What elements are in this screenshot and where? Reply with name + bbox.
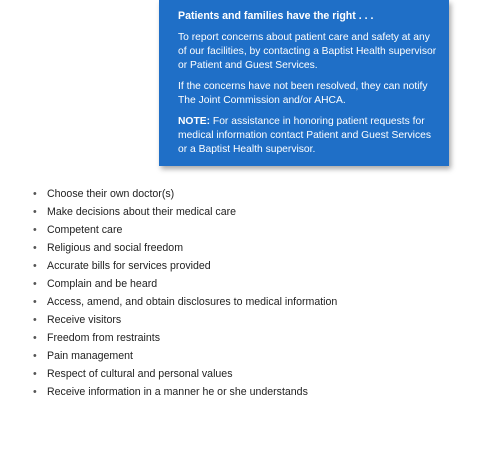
callout-heading: Patients and families have the right . . . [178, 10, 374, 22]
list-item [33, 293, 337, 311]
bullet-icon: • [33, 314, 37, 326]
list-item-text: Access, amend, and obtain disclosures to medical information [47, 296, 338, 308]
bullet-icon: • [33, 350, 37, 362]
list-item [33, 203, 337, 221]
list-item-text: Religious and social freedom [47, 242, 184, 254]
bullet-icon: • [33, 386, 37, 398]
callout-paragraph-unresolved: If the concerns have not been resolved, they can notify The Joint Commission and/or AHCA. [178, 81, 428, 106]
list-item-text: Complain and be heard [47, 278, 158, 290]
bullet-icon: • [33, 188, 37, 200]
list-item [33, 221, 337, 239]
list-item [33, 275, 337, 293]
list-item [33, 311, 337, 329]
bullet-icon: • [33, 296, 37, 308]
list-item [33, 185, 337, 203]
bullet-icon: • [33, 242, 37, 254]
list-item [33, 383, 337, 401]
bullet-icon: • [33, 224, 37, 236]
list-item-text: Make decisions about their medical care [47, 206, 237, 218]
bullet-icon: • [33, 260, 37, 272]
list-item-text: Receive visitors [47, 314, 122, 326]
callout-paragraph-report-concerns: To report concerns about patient care and safety at any of our facilities, by contacting a Baptist Health supervisor or Patient and Guest Services. [178, 32, 437, 71]
rights-list [33, 185, 337, 401]
list-item-text: Accurate bills for services provided [47, 260, 211, 272]
list-item-text: Freedom from restraints [47, 332, 161, 344]
list-item [33, 239, 337, 257]
list-item-text: Competent care [47, 224, 123, 236]
list-item-text: Choose their own doctor(s) [47, 188, 175, 200]
rights-callout-box [159, 0, 449, 166]
list-item [33, 257, 337, 275]
bullet-icon: • [33, 368, 37, 380]
list-item-text: Respect of cultural and personal values [47, 368, 233, 380]
bullet-icon: • [33, 206, 37, 218]
note-text: For assistance in honoring patient requests for medical information contact Patient and Guest Services or a Baptist Health supervisor. [178, 116, 431, 155]
callout-note [178, 115, 439, 157]
note-label: NOTE: [178, 116, 211, 127]
list-item-text: Pain management [47, 350, 133, 362]
list-item [33, 329, 337, 347]
bullet-icon: • [33, 278, 37, 290]
list-item [33, 365, 337, 383]
bullet-icon: • [33, 332, 37, 344]
list-item [33, 347, 337, 365]
list-item-text: Receive information in a manner he or she understands [47, 386, 308, 398]
